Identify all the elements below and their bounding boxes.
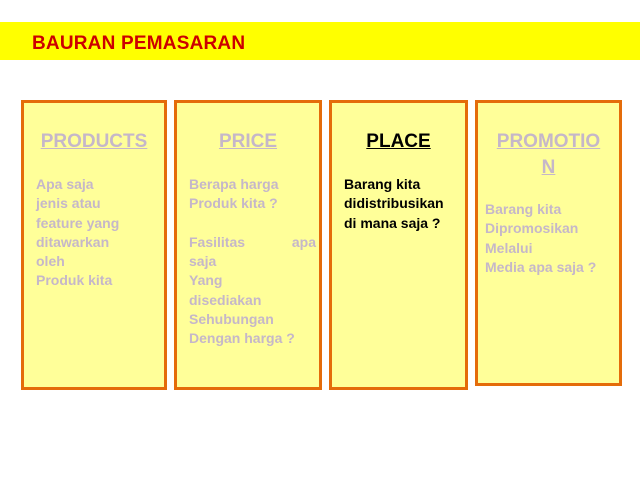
body-line: Produk kita	[36, 272, 113, 289]
body-line: saja	[189, 253, 217, 270]
title-line: PROMOTIO	[496, 131, 601, 152]
body-line: Sehubungan	[189, 311, 274, 328]
card-title-price: PRICE	[218, 131, 278, 152]
card-products	[21, 100, 167, 390]
body-line: Barang kita	[344, 176, 421, 192]
body-line: feature yang	[36, 214, 120, 231]
body-line: di mana saja ?	[344, 214, 441, 231]
card-body-products	[36, 175, 119, 291]
body-word: apa	[291, 233, 316, 250]
card-title-place: PLACE	[366, 131, 431, 152]
body-line: Dengan harga ?	[189, 330, 295, 347]
card-body-place	[344, 175, 444, 233]
body-line: Melalui	[485, 239, 533, 256]
card-place	[329, 100, 468, 390]
body-line: Media apa saja ?	[485, 258, 597, 275]
body-line: Yang	[189, 272, 223, 289]
body-line	[189, 214, 316, 233]
body-line: disediakan	[189, 291, 262, 308]
body-line	[189, 233, 316, 252]
slide-title: BAURAN PEMASARAN	[32, 33, 246, 54]
title-bar	[0, 22, 640, 60]
body-line: ditawarkan	[36, 233, 110, 250]
body-line: jenis atau	[36, 195, 101, 212]
body-word: Fasilitas	[189, 233, 246, 250]
body-line: Barang kita	[485, 201, 562, 217]
body-line: Produk kita ?	[189, 195, 278, 212]
body-line: Berapa harga	[189, 176, 279, 192]
card-body-price	[189, 175, 316, 349]
card-price	[174, 100, 322, 390]
body-line: Apa saja	[36, 176, 94, 192]
body-line: didistribusikan	[344, 195, 444, 212]
card-title-products: PRODUCTS	[40, 131, 148, 152]
title-line: N	[541, 157, 556, 178]
card-promotion	[475, 100, 622, 386]
body-line: oleh	[36, 253, 65, 270]
card-body-promotion	[485, 200, 596, 277]
body-line: Dipromosikan	[485, 220, 579, 237]
card-title-promotion	[478, 129, 619, 181]
